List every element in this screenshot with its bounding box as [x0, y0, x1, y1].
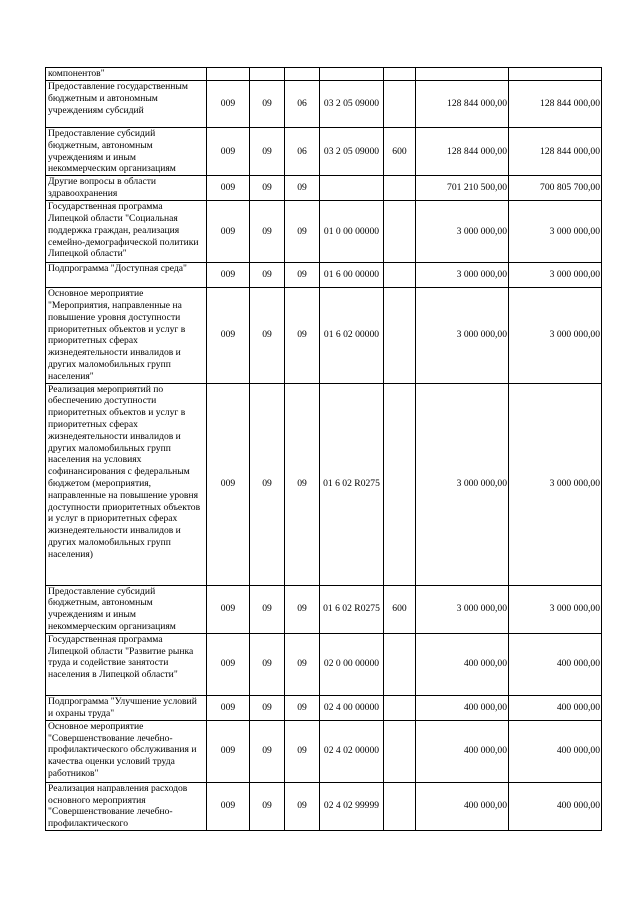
budget-table: [45, 67, 602, 831]
cell-section-code: 09: [250, 695, 285, 720]
cell-subsection-code: 06: [285, 81, 320, 128]
cell-amount-year-1: 128 844 000,00: [416, 81, 509, 128]
cell-target-article: 01 6 02 R0275: [320, 383, 384, 585]
cell-expense-type: [384, 81, 416, 128]
cell-expense-type: [384, 68, 416, 81]
cell-subsection-code: 09: [285, 782, 320, 830]
cell-subsection-code: 09: [285, 720, 320, 782]
cell-subsection-code: 09: [285, 201, 320, 263]
cell-target-article: 03 2 05 09000: [320, 81, 384, 128]
cell-target-article: 01 6 00 00000: [320, 263, 384, 288]
cell-name: компонентов": [46, 68, 207, 81]
cell-expense-type: [384, 633, 416, 695]
table-row: [46, 695, 602, 720]
cell-target-article: [320, 176, 384, 201]
cell-amount-year-1: [416, 68, 509, 81]
table-row: [46, 383, 602, 585]
cell-amount-year-2: 400 000,00: [509, 720, 602, 782]
cell-name: Основное мероприятие "Совершенствование лечебно-профилактического обслуживания и качества оценки условий труда работников": [46, 720, 207, 782]
cell-name: Государственная программа Липецкой области "Развитие рынка труда и содействие занятости населения в Липецкой области": [46, 633, 207, 695]
cell-subsection-code: 09: [285, 695, 320, 720]
cell-name: Реализация направления расходов основного мероприятия "Совершенствование лечебно-профилактического: [46, 782, 207, 830]
cell-subsection-code: 09: [285, 288, 320, 383]
cell-amount-year-2: 3 000 000,00: [509, 263, 602, 288]
cell-ministry-code: 009: [207, 720, 250, 782]
cell-amount-year-2: 700 805 700,00: [509, 176, 602, 201]
cell-subsection-code: [285, 68, 320, 81]
cell-ministry-code: 009: [207, 695, 250, 720]
cell-amount-year-2: [509, 68, 602, 81]
cell-name: Другие вопросы в области здравоохранения: [46, 176, 207, 201]
cell-ministry-code: 009: [207, 128, 250, 176]
cell-ministry-code: 009: [207, 782, 250, 830]
table-row: [46, 201, 602, 263]
cell-section-code: 09: [250, 585, 285, 633]
cell-amount-year-1: 3 000 000,00: [416, 201, 509, 263]
cell-name: Государственная программа Липецкой области "Социальная поддержка граждан, реализация семейно-демографической политики Липецкой области": [46, 201, 207, 263]
cell-ministry-code: 009: [207, 263, 250, 288]
cell-amount-year-1: 128 844 000,00: [416, 128, 509, 176]
cell-amount-year-2: 400 000,00: [509, 695, 602, 720]
cell-amount-year-2: 3 000 000,00: [509, 288, 602, 383]
cell-expense-type: [384, 288, 416, 383]
table-body: [46, 68, 602, 831]
cell-subsection-code: 06: [285, 128, 320, 176]
cell-section-code: 09: [250, 263, 285, 288]
cell-amount-year-2: 128 844 000,00: [509, 128, 602, 176]
cell-ministry-code: 009: [207, 633, 250, 695]
cell-subsection-code: 09: [285, 263, 320, 288]
cell-section-code: 09: [250, 720, 285, 782]
cell-amount-year-1: 3 000 000,00: [416, 263, 509, 288]
cell-section-code: 09: [250, 201, 285, 263]
cell-amount-year-2: 3 000 000,00: [509, 383, 602, 585]
table-row: [46, 288, 602, 383]
cell-name: Реализация мероприятий по обеспечению доступности приоритетных объектов и услуг в приоритетных сферах жизнедеятельности инвалидов и других маломобильных групп населения на условиях софинансирования с федеральным бюджетом (мероприятия, направленные на повышение уровня доступности приоритетных объектов и услуг в приоритетных сферах жизнедеятельности инвалидов и других маломобильных групп населения): [46, 383, 207, 585]
cell-expense-type: 600: [384, 585, 416, 633]
cell-amount-year-1: 3 000 000,00: [416, 288, 509, 383]
table-row: [46, 585, 602, 633]
cell-amount-year-2: 3 000 000,00: [509, 201, 602, 263]
cell-target-article: 02 4 00 00000: [320, 695, 384, 720]
cell-target-article: 01 0 00 00000: [320, 201, 384, 263]
cell-subsection-code: 09: [285, 585, 320, 633]
cell-expense-type: [384, 695, 416, 720]
cell-amount-year-2: 128 844 000,00: [509, 81, 602, 128]
cell-amount-year-1: 400 000,00: [416, 782, 509, 830]
cell-target-article: 03 2 05 09000: [320, 128, 384, 176]
cell-target-article: 01 6 02 R0275: [320, 585, 384, 633]
cell-amount-year-2: 400 000,00: [509, 782, 602, 830]
cell-section-code: 09: [250, 383, 285, 585]
cell-subsection-code: 09: [285, 176, 320, 201]
cell-name: Предоставление субсидий бюджетным, автономным учреждениям и иным некоммерческим организациям: [46, 585, 207, 633]
cell-ministry-code: 009: [207, 201, 250, 263]
cell-amount-year-1: 701 210 500,00: [416, 176, 509, 201]
cell-expense-type: [384, 720, 416, 782]
table-row: [46, 263, 602, 288]
cell-target-article: 02 4 02 99999: [320, 782, 384, 830]
cell-ministry-code: 009: [207, 81, 250, 128]
cell-section-code: 09: [250, 128, 285, 176]
cell-ministry-code: [207, 68, 250, 81]
cell-ministry-code: 009: [207, 383, 250, 585]
cell-expense-type: [384, 263, 416, 288]
table-row: [46, 68, 602, 81]
cell-amount-year-2: 3 000 000,00: [509, 585, 602, 633]
cell-amount-year-2: 400 000,00: [509, 633, 602, 695]
table-row: [46, 176, 602, 201]
cell-target-article: 02 4 02 00000: [320, 720, 384, 782]
cell-name: Предоставление субсидий бюджетным, автономным учреждениям и иным некоммерческим организациям: [46, 128, 207, 176]
cell-name: Подпрограмма "Доступная среда": [46, 263, 207, 288]
cell-target-article: 02 0 00 00000: [320, 633, 384, 695]
cell-expense-type: [384, 383, 416, 585]
cell-name: Подпрограмма "Улучшение условий и охраны труда": [46, 695, 207, 720]
cell-amount-year-1: 400 000,00: [416, 695, 509, 720]
cell-name: Предоставление государственным бюджетным и автономным учреждениям субсидий: [46, 81, 207, 128]
cell-section-code: 09: [250, 288, 285, 383]
cell-target-article: 01 6 02 00000: [320, 288, 384, 383]
cell-section-code: 09: [250, 81, 285, 128]
cell-ministry-code: 009: [207, 288, 250, 383]
cell-amount-year-1: 400 000,00: [416, 720, 509, 782]
cell-expense-type: [384, 782, 416, 830]
table-row: [46, 633, 602, 695]
table-row: [46, 81, 602, 128]
table-row: [46, 720, 602, 782]
cell-ministry-code: 009: [207, 585, 250, 633]
cell-section-code: 09: [250, 176, 285, 201]
cell-subsection-code: 09: [285, 633, 320, 695]
table-row: [46, 128, 602, 176]
table-row: [46, 782, 602, 830]
cell-amount-year-1: 3 000 000,00: [416, 383, 509, 585]
cell-amount-year-1: 3 000 000,00: [416, 585, 509, 633]
cell-amount-year-1: 400 000,00: [416, 633, 509, 695]
cell-expense-type: [384, 176, 416, 201]
cell-ministry-code: 009: [207, 176, 250, 201]
cell-section-code: 09: [250, 633, 285, 695]
cell-expense-type: 600: [384, 128, 416, 176]
cell-name: Основное мероприятие "Мероприятия, направленные на повышение уровня доступности приоритетных объектов и услуг в приоритетных сферах жизнедеятельности инвалидов и других маломобильных групп населения": [46, 288, 207, 383]
cell-section-code: 09: [250, 782, 285, 830]
cell-subsection-code: 09: [285, 383, 320, 585]
cell-section-code: [250, 68, 285, 81]
cell-target-article: [320, 68, 384, 81]
cell-expense-type: [384, 201, 416, 263]
